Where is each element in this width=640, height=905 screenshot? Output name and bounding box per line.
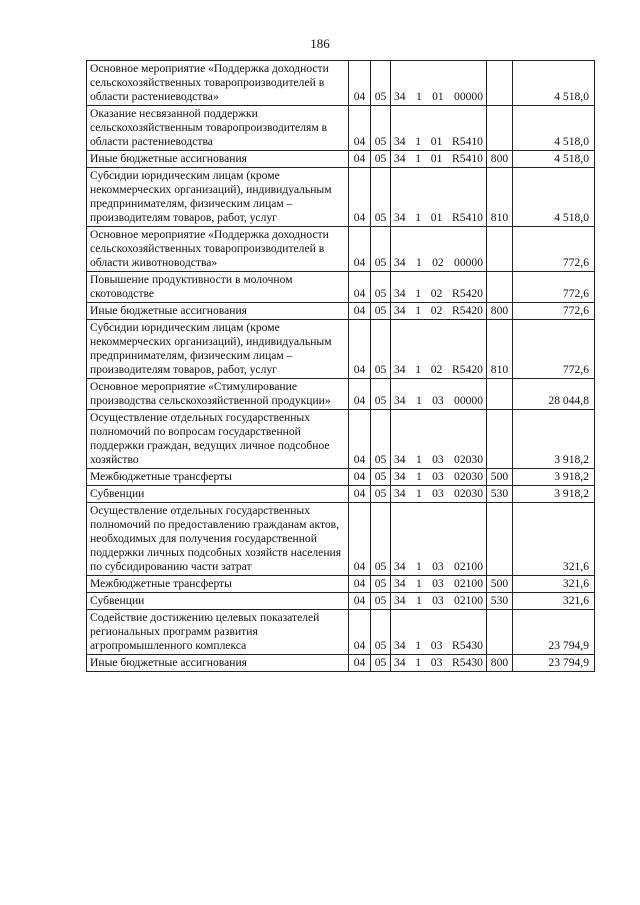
target-article-part: 02100 [454, 577, 483, 590]
page-number: 186 [310, 36, 330, 51]
table-row [87, 320, 595, 379]
section-code: 04 [349, 610, 371, 655]
target-article-part: R5420 [452, 363, 483, 376]
target-article-part: 03 [432, 394, 444, 407]
target-article-part: 34 [394, 594, 406, 607]
target-article-part: 34 [394, 639, 406, 652]
target-article-part: 01 [430, 211, 443, 224]
target-article-part: 02100 [454, 560, 483, 573]
row-name: Субвенции [87, 486, 349, 503]
sum-value: 772,6 [513, 227, 595, 272]
target-article-part: 03 [432, 487, 444, 500]
sum-value: 3 918,2 [513, 486, 595, 503]
target-article-part: 34 [394, 363, 406, 376]
target-article-part: 34 [394, 453, 406, 466]
subsection-code: 05 [371, 151, 391, 168]
expense-type-code [487, 227, 513, 272]
target-article-code [391, 469, 487, 486]
table-row [87, 576, 595, 593]
table-row [87, 61, 595, 106]
expense-type-code [487, 106, 513, 151]
subsection-code: 05 [371, 576, 391, 593]
target-article-part: R5430 [452, 639, 483, 652]
target-article-code [391, 320, 487, 379]
sum-value: 28 044,8 [513, 379, 595, 410]
table-row [87, 272, 595, 303]
target-article-part: 1 [415, 256, 422, 269]
section-code: 04 [349, 303, 371, 320]
row-name: Содействие достижению целевых показателей региональных программ развития агропромышленного комплекса [87, 610, 349, 655]
sum-value: 772,6 [513, 320, 595, 379]
target-article-part: 00000 [454, 256, 483, 269]
row-name: Осуществление отдельных государственных полномочий по вопросам государственной поддержки граждан, ведущих личное подсобное хозяйство [87, 410, 349, 469]
section-code: 04 [349, 227, 371, 272]
target-article-part: 1 [415, 453, 422, 466]
target-article-part: 1 [415, 287, 422, 300]
row-name: Субсидии юридическим лицам (кроме некоммерческих организаций), индивидуальным предпринимателям, физическим лицам – производителям товаров, работ, услуг [87, 320, 349, 379]
table-row [87, 503, 595, 576]
sum-value: 4 518,0 [513, 106, 595, 151]
target-article-part: R5420 [452, 287, 483, 300]
target-article-part: 1 [415, 90, 422, 103]
target-article-part: 02030 [454, 487, 483, 500]
sum-value: 3 918,2 [513, 469, 595, 486]
table-row [87, 303, 595, 320]
target-article-code [391, 410, 487, 469]
row-name: Иные бюджетные ассигнования [87, 655, 349, 672]
row-name: Основное мероприятие «Стимулирование производства сельскохозяйственной продукции» [87, 379, 349, 410]
target-article-code [391, 576, 487, 593]
target-article-part: 02 [432, 256, 444, 269]
target-article-part: 1 [415, 470, 422, 483]
target-article-part: 1 [415, 560, 422, 573]
row-name: Субсидии юридическим лицам (кроме некоммерческих организаций), индивидуальным предпринимателям, физическим лицам – производителям товаров, работ, услуг [87, 168, 349, 227]
subsection-code: 05 [371, 379, 391, 410]
target-article-code [391, 272, 487, 303]
expense-type-code: 800 [487, 303, 513, 320]
target-article-part: 1 [415, 577, 422, 590]
subsection-code: 05 [371, 320, 391, 379]
target-article-code [391, 106, 487, 151]
expense-type-code: 530 [487, 593, 513, 610]
table-row [87, 593, 595, 610]
row-name: Межбюджетные трансферты [87, 469, 349, 486]
section-code: 04 [349, 168, 371, 227]
target-article-part: R5420 [452, 304, 483, 317]
expense-type-code: 810 [487, 320, 513, 379]
target-article-part: 03 [430, 639, 443, 652]
target-article-code [391, 168, 487, 227]
subsection-code: 05 [371, 655, 391, 672]
table-row [87, 168, 595, 227]
target-article-part: 1 [415, 211, 422, 224]
target-article-part: 03 [432, 594, 444, 607]
section-code: 04 [349, 151, 371, 168]
target-article-part: R5410 [452, 211, 483, 224]
row-name: Осуществление отдельных государственных полномочий по предоставлению гражданам актов, необходимых для получения государственной поддержки личных подсобных хозяйств населения по субсидированию части затрат [87, 503, 349, 576]
target-article-code [391, 486, 487, 503]
target-article-part: R5410 [452, 135, 483, 148]
target-article-part: 03 [430, 656, 443, 669]
subsection-code: 05 [371, 486, 391, 503]
target-article-part: 02100 [454, 594, 483, 607]
row-name: Оказание несвязанной поддержки сельскохозяйственным товаропроизводителям в области растениеводства [87, 106, 349, 151]
target-article-part: 02 [430, 287, 443, 300]
target-article-part: 03 [432, 470, 444, 483]
section-code: 04 [349, 486, 371, 503]
table-row [87, 379, 595, 410]
section-code: 04 [349, 272, 371, 303]
target-article-part: 34 [394, 256, 406, 269]
target-article-part: 02030 [454, 470, 483, 483]
target-article-part: 34 [394, 304, 406, 317]
target-article-part: 34 [394, 394, 406, 407]
target-article-part: 34 [394, 90, 406, 103]
table-row [87, 655, 595, 672]
section-code: 04 [349, 410, 371, 469]
expense-type-code: 800 [487, 151, 513, 168]
sum-value: 772,6 [513, 303, 595, 320]
target-article-part: 1 [415, 363, 422, 376]
row-name: Иные бюджетные ассигнования [87, 151, 349, 168]
expense-type-code: 800 [487, 655, 513, 672]
target-article-part: 00000 [454, 90, 483, 103]
section-code: 04 [349, 576, 371, 593]
target-article-code [391, 503, 487, 576]
target-article-part: 02 [430, 304, 443, 317]
row-name: Основное мероприятие «Поддержка доходности сельскохозяйственных товаропроизводителей в области животноводства» [87, 227, 349, 272]
row-name: Межбюджетные трансферты [87, 576, 349, 593]
target-article-part: R5430 [452, 656, 483, 669]
table-row [87, 227, 595, 272]
target-article-code [391, 593, 487, 610]
target-article-part: 1 [415, 594, 422, 607]
sum-value: 23 794,9 [513, 610, 595, 655]
target-article-part: 34 [394, 152, 406, 165]
target-article-part: 02030 [454, 453, 483, 466]
target-article-code [391, 655, 487, 672]
target-article-part: 34 [394, 656, 406, 669]
target-article-part: 03 [432, 560, 444, 573]
target-article-part: 34 [394, 135, 406, 148]
subsection-code: 05 [371, 272, 391, 303]
table-row [87, 469, 595, 486]
target-article-part: 00000 [454, 394, 483, 407]
expense-type-code [487, 410, 513, 469]
target-article-part: 03 [432, 577, 444, 590]
row-name: Субвенции [87, 593, 349, 610]
section-code: 04 [349, 379, 371, 410]
subsection-code: 05 [371, 106, 391, 151]
row-name: Повышение продуктивности в молочном скотоводстве [87, 272, 349, 303]
section-code: 04 [349, 655, 371, 672]
sum-value: 4 518,0 [513, 168, 595, 227]
sum-value: 4 518,0 [513, 61, 595, 106]
section-code: 04 [349, 503, 371, 576]
target-article-part: 01 [430, 152, 443, 165]
target-article-part: 34 [394, 487, 406, 500]
subsection-code: 05 [371, 303, 391, 320]
subsection-code: 05 [371, 503, 391, 576]
sum-value: 4 518,0 [513, 151, 595, 168]
row-name: Иные бюджетные ассигнования [87, 303, 349, 320]
target-article-part: 1 [415, 152, 422, 165]
target-article-part: 1 [415, 135, 422, 148]
sum-value: 321,6 [513, 503, 595, 576]
row-name: Основное мероприятие «Поддержка доходности сельскохозяйственных товаропроизводителей в области растениеводства» [87, 61, 349, 106]
subsection-code: 05 [371, 61, 391, 106]
expense-type-code: 810 [487, 168, 513, 227]
target-article-part: 1 [415, 487, 422, 500]
expense-type-code [487, 503, 513, 576]
sum-value: 321,6 [513, 576, 595, 593]
target-article-part: 03 [432, 453, 444, 466]
table-row [87, 610, 595, 655]
expense-type-code [487, 379, 513, 410]
subsection-code: 05 [371, 168, 391, 227]
sum-value: 3 918,2 [513, 410, 595, 469]
sum-value: 321,6 [513, 593, 595, 610]
section-code: 04 [349, 469, 371, 486]
budget-table [86, 60, 595, 672]
target-article-part: 01 [432, 90, 444, 103]
target-article-part: 34 [394, 577, 406, 590]
target-article-part: 34 [394, 287, 406, 300]
subsection-code: 05 [371, 610, 391, 655]
section-code: 04 [349, 593, 371, 610]
section-code: 04 [349, 320, 371, 379]
target-article-code [391, 379, 487, 410]
target-article-part: 34 [394, 211, 406, 224]
target-article-part: 1 [415, 639, 422, 652]
target-article-code [391, 151, 487, 168]
target-article-part: 1 [415, 394, 422, 407]
section-code: 04 [349, 106, 371, 151]
subsection-code: 05 [371, 410, 391, 469]
target-article-part: 01 [430, 135, 443, 148]
subsection-code: 05 [371, 469, 391, 486]
expense-type-code [487, 61, 513, 106]
sum-value: 772,6 [513, 272, 595, 303]
sum-value: 23 794,9 [513, 655, 595, 672]
budget-table-body [87, 61, 595, 672]
target-article-code [391, 610, 487, 655]
subsection-code: 05 [371, 227, 391, 272]
target-article-code [391, 61, 487, 106]
expense-type-code: 530 [487, 486, 513, 503]
subsection-code: 05 [371, 593, 391, 610]
table-row [87, 410, 595, 469]
table-row [87, 151, 595, 168]
expense-type-code [487, 272, 513, 303]
table-row [87, 486, 595, 503]
expense-type-code: 500 [487, 469, 513, 486]
expense-type-code: 500 [487, 576, 513, 593]
target-article-part: R5410 [452, 152, 483, 165]
section-code: 04 [349, 61, 371, 106]
target-article-part: 1 [415, 656, 422, 669]
target-article-part: 02 [430, 363, 443, 376]
table-row [87, 106, 595, 151]
target-article-part: 1 [415, 304, 422, 317]
target-article-part: 34 [394, 470, 406, 483]
target-article-code [391, 303, 487, 320]
expense-type-code [487, 610, 513, 655]
target-article-code [391, 227, 487, 272]
target-article-part: 34 [394, 560, 406, 573]
